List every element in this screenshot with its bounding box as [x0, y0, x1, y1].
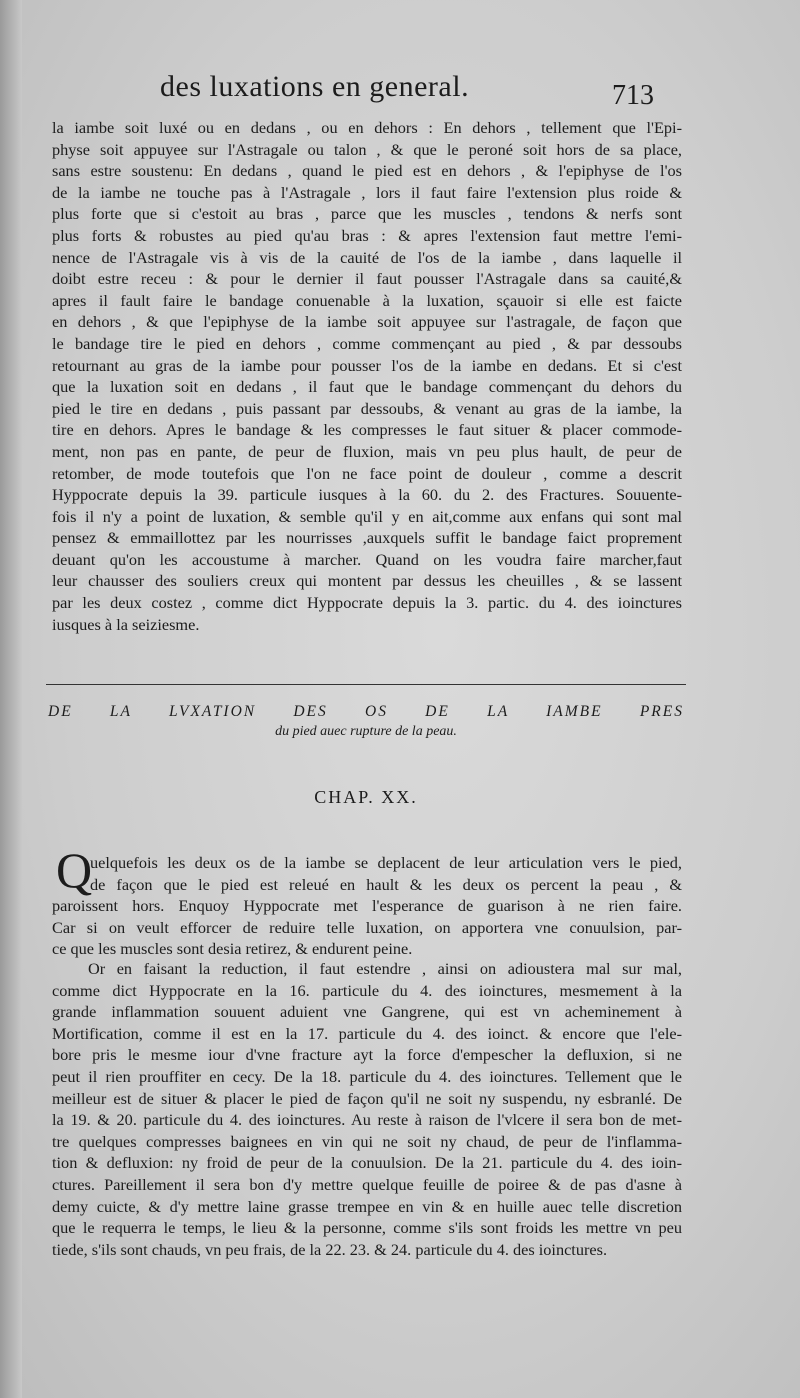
text-line: leur chausser des souliers creux qui montent par dessus les cheuilles , & se lassent [52, 571, 682, 591]
text-line: tre quelques compresses baignees en vin qui ne soit ny chaud, de peur de l'inflamma- [52, 1131, 682, 1151]
text-line: nence de l'Astragale vis à vis de la cauité de l'os de la iambe , dans laquelle il [52, 247, 682, 267]
text-line: meilleur est de situer & placer le pied de façon qu'il ne soit ny suspendu, ny esbranlé. De [52, 1088, 682, 1108]
text-line: comme dict Hyppocrate en la 16. particule du 4. des ioinctures, mesmement à la [52, 980, 682, 1000]
text-line: pied le tire en dedans , puis passant par dessoubs, & venant au gras de la iambe, la [52, 398, 682, 418]
text-line: Hyppocrate depuis la 39. particule iusques à la 60. du 2. des Fractures. Souuente- [52, 485, 682, 505]
text-line: bore pris le mesme iour d'vne fracture ayt la force d'empescher la defluxion, si ne [52, 1045, 682, 1065]
text-line: fois il n'y a point de luxation, & semble qu'il y en ait,comme aux enfans qui sont mal [52, 506, 682, 526]
text-line: uelquefois les deux os de la iambe se deplacent de leur articulation vers le pied, [90, 853, 682, 872]
text-line: le bandage tire le pied en dehors , comme commençant au pied , & par dessoubs [52, 333, 682, 353]
text-line: iusques à la seiziesme. [52, 614, 200, 634]
section-heading: DE LA LVXATION DES OS DE LA IAMBE PRES [48, 703, 684, 720]
text-line: retomber, de mode toutefois que l'on ne face point de douleur , comme a descrit [52, 463, 682, 483]
text-line: la iambe soit luxé ou en dedans , ou en dehors : En dehors , tellement que l'Epi- [52, 118, 682, 137]
text-line: de la iambe ne touche pas à l'Astragale , lors il faut faire l'extension plus roide & [52, 182, 682, 202]
text-line: plus forts & robustes au pied qu'au bras : & apres l'extension faut mettre l'emi- [52, 225, 682, 245]
text-line: la 19. & 20. particule du 4. des ioinctures. Au reste à raison de l'vlcere il sera bon de met- [52, 1110, 682, 1130]
text-line: en dehors , & que l'epiphyse de la iambe soit appuyee sur l'astragale, de façon que [52, 312, 682, 332]
text-line: peut il rien prouffiter en cecy. De la 18. particule du 4. des ioinctures. Tellement que le [52, 1066, 682, 1086]
top-paragraph [52, 117, 682, 635]
running-title: des luxations en general. [160, 70, 470, 103]
text-line: Mortification, comme il est en la 17. particule du 4. des ioinct. & encore que l'ele- [52, 1023, 682, 1043]
text-line: ment, non pas en pante, de peur de fluxion, mais vn peu plus hault, de peur de [52, 441, 682, 461]
chapter-title: CHAP. XX. [314, 787, 418, 807]
text-line: doibt estre receu : & pour le dernier il faut pousser l'Astragale dans sa cauité,& [52, 269, 682, 289]
text-line: tion & defluxion: ny froid de peur de la conuulsion. De la 21. particule du 4. des ioin- [52, 1153, 682, 1173]
page-gutter-shadow [0, 0, 22, 1398]
text-line: plus forte que si c'estoit au bras , parce que les muscles , tendons & nerfs sont [52, 204, 682, 224]
text-line: deuant qu'on les accoustume à marcher. Quand on les voudra faire marcher,faut [52, 549, 682, 569]
text-line: grande inflammation souuent aduient vne Gangrene, qui est vn acheminement à [52, 1002, 682, 1022]
text-line: que la luxation soit en dedans , il faut que le bandage commençant du dehors du [52, 377, 682, 397]
drop-cap: Q [56, 842, 93, 898]
paragraph-1 [52, 852, 682, 960]
text-line: retournant au gras de la iambe pour pousser l'os de la iambe en dedans. Et si c'est [52, 355, 682, 375]
text-line: pensez & emmaillottez par les nourrisses ,auxquels suffit le bandage faict proprement [52, 528, 682, 548]
page-number: 713 [612, 80, 654, 111]
text-line: Car si on veult efforcer de reduire telle luxation, on apportera vne conuulsion, par- [52, 917, 682, 937]
text-line: par les deux costez , comme dict Hyppocrate depuis la 3. partic. du 4. des ioinctures [52, 593, 682, 613]
text-line: apres il fault faire le bandage conuenable à la luxation, sçauoir si elle est faicte [52, 290, 682, 310]
paragraph-2 [52, 958, 682, 1260]
text-line: tire en dehors. Apres le bandage & les compresses le faut situer & placer commode- [52, 420, 682, 440]
text-line: de façon que le pied est releué en hault & les deux os percent la peau , & [90, 874, 682, 894]
text-line: ctures. Pareillement il sera bon d'y mettre quelque feuille de poiree & de pas d'asne à [52, 1174, 682, 1194]
text-line: ce que les muscles sont desia retirez, & endurent peine. [52, 939, 413, 959]
text-line: que le requerra le temps, le lieu & la personne, comme s'ils sont froids les mettre vn peu [52, 1218, 682, 1238]
section-subheading: du pied auec rupture de la peau. [275, 724, 457, 739]
text-line: physe soit appuyee sur l'Astragale ou talon , & que le peroné soit hors de sa place, [52, 139, 682, 159]
text-line: sans estre soustenu: En dedans , quand le pied est en dehors , & l'epiphyse de l'os [52, 161, 682, 181]
text-line: tiede, s'ils sont chauds, vn peu frais, de la 22. 23. & 24. particule du 4. des ioinctures. [52, 1239, 608, 1259]
text-line: paroissent hors. Enquoy Hyppocrate met l'esperance de guarison à ne rien faire. [52, 896, 682, 916]
section-rule [46, 684, 686, 685]
text-line: demy cuicte, & d'y mettre laine grasse trempee en vin & en huille auec telle discretion [52, 1196, 682, 1216]
text-line: Or en faisant la reduction, il faut estendre , ainsi on adioustera mal sur mal, [88, 959, 682, 978]
